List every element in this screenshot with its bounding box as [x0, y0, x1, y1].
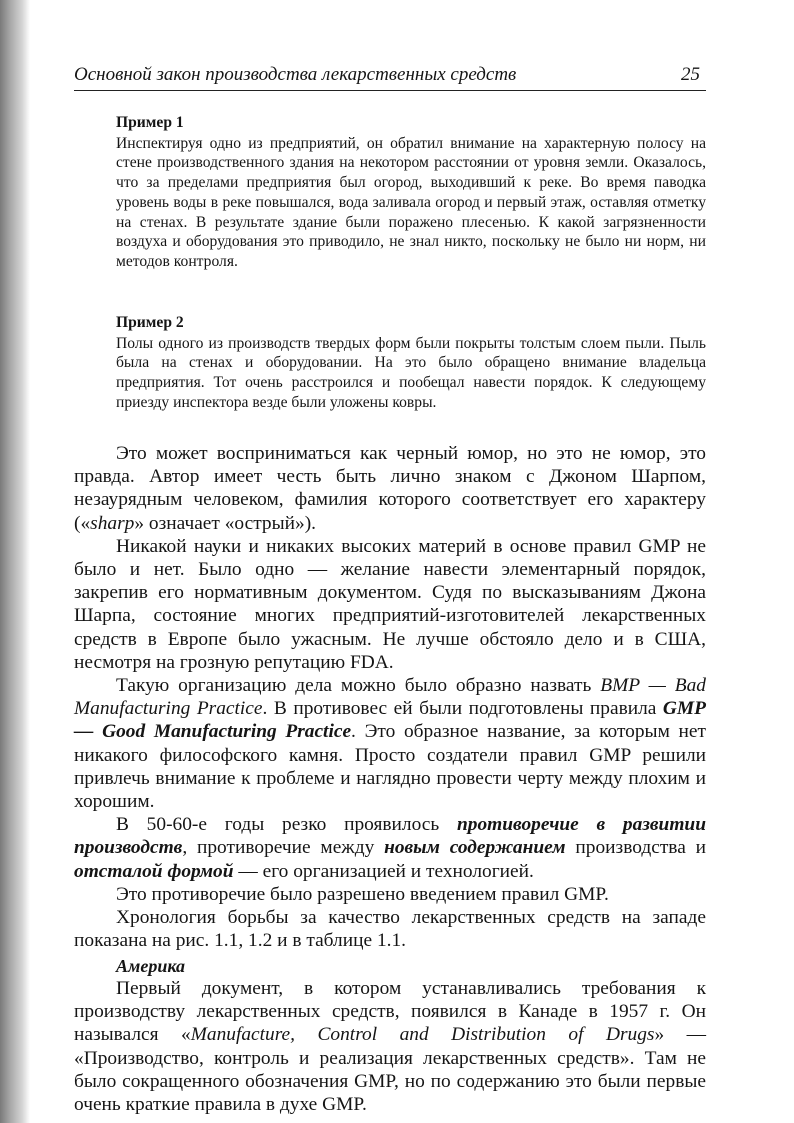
paragraph-6: Хронология борьбы за качество лекарственных средств на западе показана на рис. 1.1, 1.2 и в таблице 1.1.	[74, 907, 706, 952]
section-title: Америка	[116, 956, 186, 976]
section-paragraph-part-b: » — «Производство, контроль и реализация лекарственных средств». Там не было сокращенного обозначения GMP, но по содержанию это были первые очень краткие правила в духе GMP.	[74, 1024, 707, 1116]
example-1-block	[116, 113, 706, 272]
paragraph-3-part-c: . Это образное название, за которым нет никакого философского камня. Просто создатели правил GMP решили привлечь внимание к проблеме и наглядно провести черту между плохим и хорошим.	[74, 721, 706, 813]
example-2-heading: Пример 2	[116, 314, 184, 331]
paragraph-4-part-d: — его организацией и технологией.	[233, 860, 534, 882]
paragraph-4	[74, 813, 706, 883]
page-number: 25	[681, 64, 700, 85]
example-2-block	[116, 313, 706, 413]
paragraph-1-part-b: » означает «острый»).	[134, 512, 317, 534]
header-title: Основной закон производства лекарственных средств	[74, 64, 517, 85]
paragraph-5: Это противоречие было разрешено введением правил GMP.	[116, 883, 609, 905]
emphasis-new-content: новым содержанием	[384, 837, 566, 859]
example-2-text: Полы одного из производств твердых форм были покрыты толстым слоем пыли. Пыль была на стенах и оборудовании. На это было обращено внимание владельца предприятия. Тот очень расстроился и пообещал навести порядок. К следующему приезду инспектора везде были уложены ковры.	[116, 334, 706, 411]
paragraph-1-part-a: Это может восприниматься как черный юмор, но это не юмор, это правда. Автор имеет честь быть лично знаком с Джоном Шарпом, незаурядным человеком, фамилия которого соответствует его характеру («	[74, 443, 706, 534]
paragraph-4-part-b: , противоречие между	[182, 837, 385, 859]
section-paragraph	[74, 977, 706, 1116]
example-1-heading: Пример 1	[116, 114, 184, 131]
gmp-term: GMP — Good Manufacturing Practice	[74, 698, 706, 743]
example-1-text: Инспектируя одно из предприятий, он обратил внимание на характерную полосу на стене производственного здания на некотором расстоянии от уровня земли. Оказалось, что за пределами предприятия был огород, выходивший к реке. Во время паводка уровень воды в реке повышался, вода заливала огород и первый этаж, оставляя отметку на стенах. В результате здание были поражено плесенью. К какой загрязненности воздуха и оборудования это приводило, не знал никто, поскольку не было ни норм, ни методов контроля.	[116, 134, 706, 270]
sharp-term: sharp	[90, 512, 135, 534]
running-header	[74, 62, 706, 91]
emphasis-contradiction: противоречие в развитии производств	[74, 814, 706, 859]
paragraph-4-part-c: производства и	[565, 837, 706, 859]
paragraph-3-part-a: Такую организацию дела можно было образно назвать	[116, 675, 601, 697]
section-america	[74, 955, 706, 1116]
paragraph-3-part-b: . В противовес ей были подготовлены правила	[262, 698, 663, 720]
section-paragraph-part-a: Первый документ, в котором устанавливались требования к производству лекарственных средств, появился в Канаде в 1957 г. Он назывался «	[74, 978, 706, 1046]
page-gutter-shadow	[0, 0, 30, 1123]
bmp-term: BMP — Bad Manufacturing Practice	[74, 675, 706, 720]
paragraph-4-part-a: В 50-60-е годы резко проявилось	[116, 814, 457, 836]
paragraph-2: Никакой науки и никаких высоких материй в основе правил GMP не было и нет. Было одно — желание навести элементарный порядок, закрепив его нормативным документом. Судя по высказываниям Джона Шарпа, состояние многих предприятий-изготовителей лекарственных средств в Европе было ужасным. Не лучше обстояло дело и в США, несмотря на грозную репутацию FDA.	[74, 535, 706, 673]
paragraph-3	[74, 674, 706, 813]
paragraph-1	[74, 442, 706, 535]
document-title: Manufacture, Control and Distribution of Drugs	[190, 1024, 655, 1046]
main-text	[74, 442, 706, 952]
emphasis-outdated-form: отсталой формой	[74, 860, 234, 882]
